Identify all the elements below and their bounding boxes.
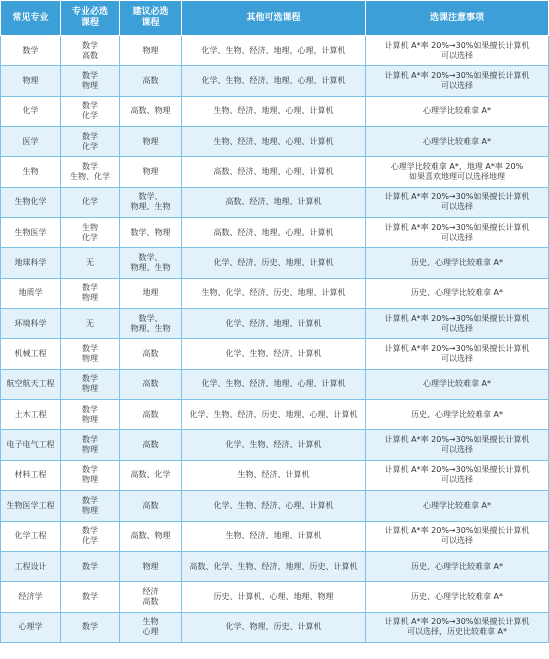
major-cell: 物理 xyxy=(1,66,61,96)
suggested-courses-cell: 高数 xyxy=(120,400,182,430)
notes-cell: 心理学比较难拿 A*，地理 A*率 20% 如果喜欢地理可以选择地理 xyxy=(366,157,549,187)
suggested-courses-cell: 数学、 物理、生物 xyxy=(120,248,182,278)
major-cell: 工程设计 xyxy=(1,551,61,581)
header-row xyxy=(1,1,549,36)
suggested-courses-cell: 地理 xyxy=(120,278,182,308)
other-courses-cell: 化学、经济、历史、地理、计算机 xyxy=(182,248,366,278)
required-courses-cell: 数学 物理 xyxy=(61,278,120,308)
suggested-courses-cell: 数学、物理 xyxy=(120,218,182,248)
major-cell: 医学 xyxy=(1,127,61,157)
required-courses-cell: 无 xyxy=(61,309,120,339)
table-row xyxy=(1,339,549,369)
suggested-courses-cell: 物理 xyxy=(120,127,182,157)
suggested-courses-cell: 物理 xyxy=(120,551,182,581)
table-row xyxy=(1,96,549,126)
major-cell: 环境科学 xyxy=(1,309,61,339)
other-courses-cell: 生物、化学、经济、历史、地理、计算机 xyxy=(182,278,366,308)
table-row xyxy=(1,309,549,339)
notes-cell: 计算机 A*率 20%→30%如果擅长计算机 可以选择 xyxy=(366,309,549,339)
other-courses-cell: 历史、计算机、心理、地理、物理 xyxy=(182,582,366,612)
notes-cell: 历史、心理学比较难拿 A* xyxy=(366,582,549,612)
header-suggested-courses: 建议必选 课程 xyxy=(120,1,182,36)
required-courses-cell: 数学 物理 xyxy=(61,460,120,490)
other-courses-cell: 化学、生物、经济、地理、心理、计算机 xyxy=(182,66,366,96)
required-courses-cell: 化学 xyxy=(61,187,120,217)
required-courses-cell: 数学 xyxy=(61,551,120,581)
table-row xyxy=(1,369,549,399)
header-required-courses: 专业必选 课程 xyxy=(61,1,120,36)
table-row xyxy=(1,66,549,96)
notes-cell: 计算机 A*率 20%→30%如果擅长计算机 可以选择 xyxy=(366,460,549,490)
other-courses-cell: 生物、经济、地理、心理、计算机 xyxy=(182,96,366,126)
suggested-courses-cell: 经济 高数 xyxy=(120,582,182,612)
table-row xyxy=(1,248,549,278)
other-courses-cell: 化学、生物、经济、计算机 xyxy=(182,339,366,369)
other-courses-cell: 生物、经济、地理、计算机 xyxy=(182,521,366,551)
table-row xyxy=(1,491,549,521)
table-row xyxy=(1,400,549,430)
notes-cell: 计算机 A*率 20%→30%如果擅长计算机 可以选择 xyxy=(366,66,549,96)
major-cell: 电子电气工程 xyxy=(1,430,61,460)
notes-cell: 心理学比较难拿 A* xyxy=(366,369,549,399)
header-other-courses: 其他可选课程 xyxy=(182,1,366,36)
header-major: 常见专业 xyxy=(1,1,61,36)
table-row xyxy=(1,36,549,66)
required-courses-cell: 无 xyxy=(61,248,120,278)
major-cell: 土木工程 xyxy=(1,400,61,430)
table-row xyxy=(1,551,549,581)
major-cell: 材料工程 xyxy=(1,460,61,490)
suggested-courses-cell: 高数 xyxy=(120,369,182,399)
other-courses-cell: 生物、经济、计算机 xyxy=(182,460,366,490)
major-cell: 生物医学 xyxy=(1,218,61,248)
other-courses-cell: 化学、生物、经济、计算机 xyxy=(182,430,366,460)
table-row xyxy=(1,430,549,460)
required-courses-cell: 数学 高数 xyxy=(61,36,120,66)
notes-cell: 计算机 A*率 20%→30%如果擅长计算机 可以选择 xyxy=(366,187,549,217)
other-courses-cell: 高数、经济、地理、心理、计算机 xyxy=(182,157,366,187)
notes-cell: 历史、心理学比较难拿 A* xyxy=(366,278,549,308)
notes-cell: 计算机 A*率 20%→30%如果擅长计算机 可以选择 xyxy=(366,521,549,551)
notes-cell: 心理学比较难拿 A* xyxy=(366,491,549,521)
required-courses-cell: 数学 物理 xyxy=(61,66,120,96)
required-courses-cell: 数学 化学 xyxy=(61,521,120,551)
required-courses-cell: 数学 物理 xyxy=(61,369,120,399)
suggested-courses-cell: 高数 xyxy=(120,430,182,460)
notes-cell: 计算机 A*率 20%→30%如果擅长计算机 可以选择，历史比较难拿 A* xyxy=(366,612,549,642)
header-notes: 选课注意事项 xyxy=(366,1,549,36)
other-courses-cell: 高数、经济、地理、计算机 xyxy=(182,187,366,217)
major-cell: 航空航天工程 xyxy=(1,369,61,399)
other-courses-cell: 化学、生物、经济、历史、地理、心理、计算机 xyxy=(182,400,366,430)
table-row xyxy=(1,612,549,642)
other-courses-cell: 化学、物理、历史、计算机 xyxy=(182,612,366,642)
required-courses-cell: 数学 xyxy=(61,582,120,612)
other-courses-cell: 化学、经济、地理、计算机 xyxy=(182,309,366,339)
table-row xyxy=(1,278,549,308)
suggested-courses-cell: 数学、 物理、生物 xyxy=(120,309,182,339)
table-row xyxy=(1,127,549,157)
major-cell: 地球科学 xyxy=(1,248,61,278)
required-courses-cell: 数学 xyxy=(61,612,120,642)
major-cell: 生物 xyxy=(1,157,61,187)
suggested-courses-cell: 物理 xyxy=(120,36,182,66)
suggested-courses-cell: 物理 xyxy=(120,157,182,187)
major-cell: 地质学 xyxy=(1,278,61,308)
suggested-courses-cell: 数学、 物理、生物 xyxy=(120,187,182,217)
table-row xyxy=(1,218,549,248)
required-courses-cell: 数学 物理 xyxy=(61,400,120,430)
other-courses-cell: 生物、经济、地理、心理、计算机 xyxy=(182,127,366,157)
table-row xyxy=(1,521,549,551)
notes-cell: 计算机 A*率 20%→30%如果擅长计算机 可以选择 xyxy=(366,36,549,66)
other-courses-cell: 高数、经济、地理、心理、计算机 xyxy=(182,218,366,248)
other-courses-cell: 化学、生物、经济、地理、心理、计算机 xyxy=(182,369,366,399)
notes-cell: 历史、心理学比较难拿 A* xyxy=(366,400,549,430)
required-courses-cell: 数学 化学 xyxy=(61,127,120,157)
other-courses-cell: 高数、化学、生物、经济、地理、历史、计算机 xyxy=(182,551,366,581)
required-courses-cell: 数学 生物、化学 xyxy=(61,157,120,187)
major-cell: 心理学 xyxy=(1,612,61,642)
major-cell: 数学 xyxy=(1,36,61,66)
major-cell: 机械工程 xyxy=(1,339,61,369)
required-courses-cell: 数学 物理 xyxy=(61,339,120,369)
suggested-courses-cell: 高数、物理 xyxy=(120,96,182,126)
notes-cell: 计算机 A*率 20%→30%如果擅长计算机 可以选择 xyxy=(366,218,549,248)
notes-cell: 心理学比较难拿 A* xyxy=(366,127,549,157)
suggested-courses-cell: 生物 心理 xyxy=(120,612,182,642)
notes-cell: 计算机 A*率 20%→30%如果擅长计算机 可以选择 xyxy=(366,339,549,369)
notes-cell: 心理学比较难拿 A* xyxy=(366,96,549,126)
table-row xyxy=(1,582,549,612)
notes-cell: 历史、心理学比较难拿 A* xyxy=(366,248,549,278)
table-row xyxy=(1,157,549,187)
other-courses-cell: 化学、生物、经济、地理、心理、计算机 xyxy=(182,36,366,66)
suggested-courses-cell: 高数、化学 xyxy=(120,460,182,490)
table-row xyxy=(1,187,549,217)
notes-cell: 计算机 A*率 20%→30%如果擅长计算机 可以选择 xyxy=(366,430,549,460)
required-courses-cell: 数学 化学 xyxy=(61,96,120,126)
required-courses-cell: 数学 物理 xyxy=(61,430,120,460)
major-cell: 生物化学 xyxy=(1,187,61,217)
required-courses-cell: 生物 化学 xyxy=(61,218,120,248)
major-cell: 生物医学工程 xyxy=(1,491,61,521)
suggested-courses-cell: 高数、物理 xyxy=(120,521,182,551)
major-cell: 经济学 xyxy=(1,582,61,612)
required-courses-cell: 数学 物理 xyxy=(61,491,120,521)
suggested-courses-cell: 高数 xyxy=(120,66,182,96)
table-row xyxy=(1,460,549,490)
other-courses-cell: 化学、生物、经济、心理、计算机 xyxy=(182,491,366,521)
suggested-courses-cell: 高数 xyxy=(120,491,182,521)
suggested-courses-cell: 高数 xyxy=(120,339,182,369)
major-cell: 化学工程 xyxy=(1,521,61,551)
major-cell: 化学 xyxy=(1,96,61,126)
notes-cell: 历史、心理学比较难拿 A* xyxy=(366,551,549,581)
